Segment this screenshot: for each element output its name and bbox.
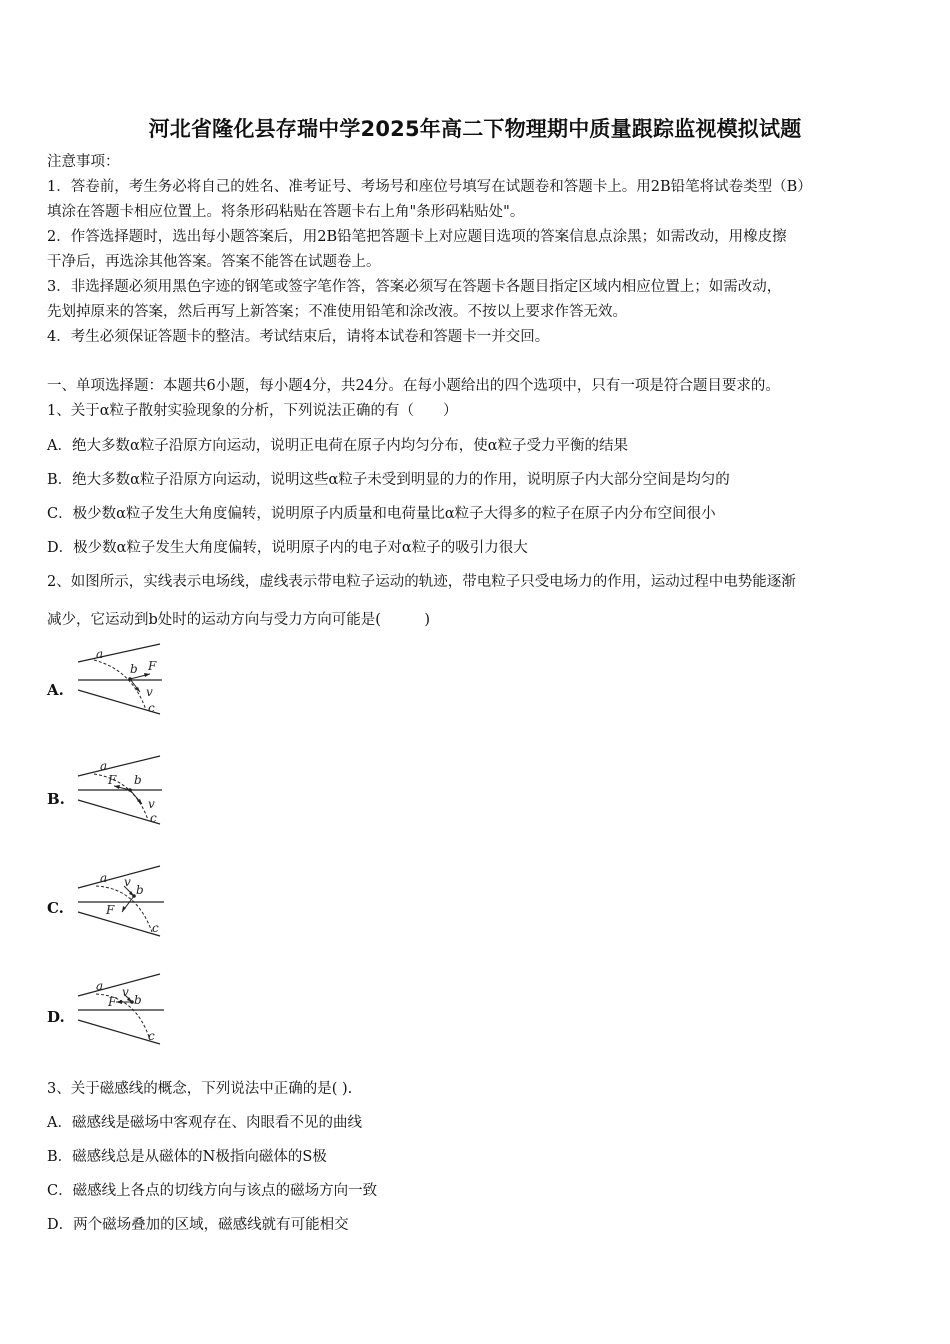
label-b: b (134, 773, 142, 787)
question-2-stem-line1: 2、如图所示，实线表示电场线，虚线表示带电粒子运动的轨迹，带电粒子只受电场力的作用，运动过程中电势能逐渐 (47, 574, 796, 590)
question-1-option-c: C．极少数α粒子发生大角度偏转，说明原子内质量和电荷量比α粒子大得多的粒子在原子内分布空间很小 (47, 506, 716, 522)
notice-line: 3．非选择题必须用黑色字迹的钢笔或签字笔作答，答案必须写在答题卡各题目指定区域内相应位置上；如需改动， (47, 279, 782, 295)
label-v: v (124, 875, 131, 889)
question-2-option-a-label: A. (47, 681, 64, 699)
question-2-figure-b (74, 748, 174, 826)
question-2-option-b-label: B. (47, 790, 65, 808)
question-2-figure-a (74, 640, 174, 718)
label-a: a (96, 979, 104, 993)
question-3-option-d: D．两个磁场叠加的区域，磁感线就有可能相交 (47, 1217, 349, 1233)
label-a: a (100, 759, 108, 773)
label-b: b (136, 883, 144, 897)
question-1-option-d: D．极少数α粒子发生大角度偏转，说明原子内的电子对α粒子的吸引力很大 (47, 540, 528, 556)
question-2-figure-d (74, 968, 174, 1046)
page-title: 河北省隆化县存瑞中学2025年高二下物理期中质量跟踪监视模拟试题 (148, 117, 802, 141)
notice-line: 2．作答选择题时，选出每小题答案后，用2B铅笔把答题卡上对应题目选项的答案信息点涂黑；如需改动，用橡皮擦 (47, 229, 787, 245)
section-heading: 一、单项选择题：本题共6小题，每小题4分，共24分。在每小题给出的四个选项中，只有一项是符合题目要求的。 (47, 378, 780, 394)
question-2-stem-line2: 减少，它运动到b处时的运动方向与受力方向可能是( ) (47, 612, 431, 628)
label-F: F (108, 773, 117, 787)
question-1-option-b: B．绝大多数α粒子沿原方向运动，说明这些α粒子未受到明显的力的作用，说明原子内大部分空间是均匀的 (47, 472, 730, 488)
label-F: F (108, 995, 117, 1009)
label-b: b (130, 662, 138, 676)
notice-line: 1．答卷前，考生务必将自己的姓名、准考证号、考场号和座位号填写在试题卷和答题卡上。用2B铅笔将试卷类型（B） (47, 179, 812, 195)
label-v: v (148, 797, 155, 811)
notice-line: 4．考生必须保证答题卡的整洁。考试结束后，请将本试卷和答题卡一并交回。 (47, 329, 550, 345)
notice-heading: 注意事项： (47, 154, 120, 170)
question-1-option-a: A．绝大多数α粒子沿原方向运动，说明正电荷在原子内均匀分布，使α粒子受力平衡的结果 (47, 438, 629, 454)
label-c: c (150, 811, 157, 825)
question-1-stem: 1、关于α粒子散射实验现象的分析，下列说法正确的有（ ） (47, 403, 458, 419)
question-3-option-a: A．磁感线是磁场中客观存在、肉眼看不见的曲线 (47, 1115, 362, 1131)
label-c: c (148, 701, 155, 715)
label-c: c (152, 921, 159, 935)
notice-line: 填涂在答题卡相应位置上。将条形码粘贴在答题卡右上角"条形码粘贴处"。 (47, 204, 525, 220)
question-2-option-c-label: C. (47, 899, 64, 917)
question-2-figure-c (74, 858, 174, 938)
label-a: a (96, 647, 104, 661)
label-F: F (148, 659, 157, 673)
notice-line: 先划掉原来的答案，然后再写上新答案；不准使用铅笔和涂改液。不按以上要求作答无效。 (47, 304, 627, 320)
label-a: a (100, 871, 108, 885)
notice-line: 干净后，再选涂其他答案。答案不能答在试题卷上。 (47, 254, 381, 270)
label-c: c (148, 1029, 155, 1043)
label-b: b (134, 993, 142, 1007)
label-v: v (146, 685, 153, 699)
label-v: v (122, 985, 129, 999)
question-3-option-b: B．磁感线总是从磁体的N极指向磁体的S极 (47, 1149, 327, 1165)
question-2-option-d-label: D. (47, 1008, 65, 1026)
label-F: F (106, 903, 115, 917)
question-3-option-c: C．磁感线上各点的切线方向与该点的磁场方向一致 (47, 1183, 378, 1199)
question-3-stem: 3、关于磁感线的概念，下列说法中正确的是( ). (47, 1081, 353, 1097)
